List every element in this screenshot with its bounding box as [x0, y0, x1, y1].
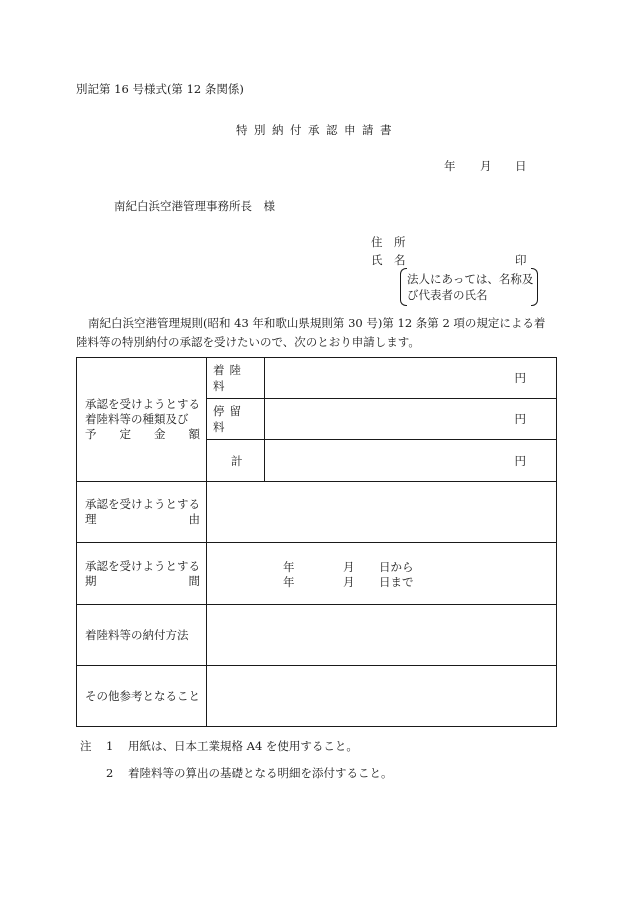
fee-row	[77, 358, 557, 399]
period-input[interactable]	[207, 543, 557, 605]
note-number: 1	[106, 739, 114, 753]
fee-label-cell	[77, 358, 207, 482]
payment-method-row	[77, 605, 557, 666]
document-title: 特別納付承認申請書	[236, 123, 398, 137]
reason-label-line1: 承認を受けようとする	[85, 497, 200, 511]
corporate-note-line2: び代表者の氏名	[407, 288, 488, 302]
notes	[80, 739, 393, 780]
period-from-year: 年	[283, 559, 295, 574]
fee-type-cell: 計	[207, 440, 265, 482]
fee-type-cell: 着陸料	[207, 358, 265, 399]
other-label: その他参考となること	[77, 666, 207, 727]
date-day-label: 日	[515, 159, 527, 173]
reason-input[interactable]	[207, 482, 557, 543]
right-bracket	[531, 268, 538, 306]
period-from-day: 日から	[379, 559, 414, 574]
other-input[interactable]	[207, 666, 557, 727]
period-to-year: 年	[283, 574, 295, 589]
reason-label-line2: 理 由	[85, 512, 200, 526]
fee-total-input[interactable]: 円	[265, 440, 557, 482]
corporate-note-line1: 法人にあっては、名称及	[407, 272, 534, 286]
fee-type-cell: 停留料	[207, 399, 265, 440]
note-prefix: 注	[80, 739, 92, 753]
other-row	[77, 666, 557, 727]
payment-method-input[interactable]	[207, 605, 557, 666]
period-row	[77, 543, 557, 605]
application-table	[76, 357, 557, 727]
date-month-label: 月	[480, 159, 492, 173]
name-label: 氏 名	[371, 253, 406, 267]
note-item	[80, 766, 393, 780]
period-from-month: 月	[343, 559, 355, 574]
address-label: 住 所	[371, 235, 406, 249]
note-text: 着陸料等の算出の基礎となる明細を添付すること。	[128, 766, 393, 780]
reason-label-cell	[77, 482, 207, 543]
note-number: 2	[106, 766, 114, 780]
addressee: 南紀白浜空港管理事務所長 様	[114, 199, 275, 213]
period-label-cell	[77, 543, 207, 605]
period-to-day: 日まで	[379, 574, 414, 589]
corporate-note-text	[407, 271, 533, 303]
period-label-line1: 承認を受けようとする	[85, 558, 200, 573]
period-to-month: 月	[343, 574, 355, 589]
body-paragraph: 南紀白浜空港管理規則(昭和 43 年和歌山県規則第 30 号)第 12 条第 2 項の規定による着陸料等の特別納付の承認を受けたいので、次のとおり申請します。	[76, 316, 546, 349]
date-year-label: 年	[444, 159, 456, 173]
payment-method-label: 着陸料等の納付方法	[77, 605, 207, 666]
fee-label-line2: 着陸料等の種類及び	[85, 412, 189, 426]
left-bracket	[400, 268, 407, 306]
form-reference: 別記第 16 号様式(第 12 条関係)	[76, 82, 244, 96]
note-item	[80, 739, 393, 753]
note-text: 用紙は、日本工業規格 A4 を使用すること。	[128, 739, 358, 753]
corporate-note	[400, 268, 538, 306]
seal-mark: 印	[515, 253, 527, 267]
fee-label-line1: 承認を受けようとする	[85, 397, 200, 411]
fee-amount-input[interactable]: 円	[265, 399, 557, 440]
reason-row	[77, 482, 557, 543]
period-label-line2: 期 間	[85, 573, 200, 588]
fee-amount-input[interactable]: 円	[265, 358, 557, 399]
fee-label-line3: 予 定 金 額	[85, 427, 200, 441]
